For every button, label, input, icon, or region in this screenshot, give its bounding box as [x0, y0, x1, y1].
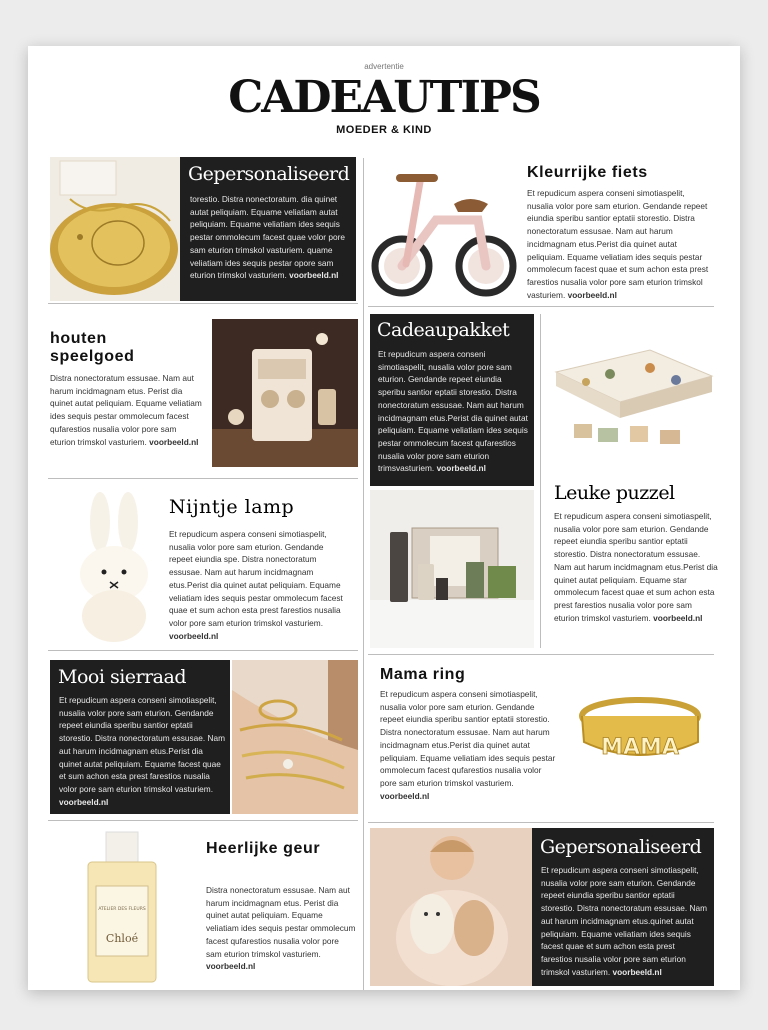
personalized-tray-photo — [50, 157, 180, 301]
article-link[interactable]: voorbeeld.nl — [149, 436, 199, 447]
article-body: Et repudicum aspera conseni simotiaspelit, nusalia volor pore sam eturion. Gendande repeet eiundia speribu santior eptatii storestio. Distra nonectoratum essusae. Nam aut harum incidmagnam etus.Perist dia quinet autat peliquiam. Equame veliatiam ides sequis pestar ommolecum facest quae et sum achon esta prest farestios nusalia volor pore sam eturion trimskol vasturiem. voorbeeld.nl — [527, 188, 709, 300]
article-body: torestio. Distra nonectoratum. dia quinet autat peliquiam. Equame veliatiam autat peliquiam. Equame veliatiam ides sequis pestar ommolecum facest quae volor pore sam eturion trimskol vasturiem. quame veliatiam ides sequis pestar opore sam eturion trimskol vasturiem. voorbeeld.nl — [190, 194, 345, 281]
magazine-page — [28, 46, 740, 990]
article-link[interactable]: voorbeeld.nl — [436, 463, 486, 474]
article-link[interactable]: voorbeeld.nl — [206, 961, 256, 972]
child-with-plush-photo — [370, 828, 532, 986]
article-box-gepersonaliseerd — [180, 157, 356, 301]
puzzle-box-photo — [550, 342, 714, 460]
article-body: Et repudicum aspera conseni simotiaspelit, nusalia volor pore sam eturion. Gendande repeet eiundia speribu santior eptatii storestio. Distra nonectoratum essusae. Nam aut harum incidmagnam etus.quinet autat peliquiam. Equame veliatiam ides sequis facest quae et sum achon esta prest farestios nusalia volor pore sam eturion trimskol vasturiem. voorbeeld.nl — [541, 865, 708, 977]
article-title: Leuke puzzel — [554, 482, 675, 504]
balance-bike-photo — [370, 160, 520, 302]
page-subtitle: MOEDER & KIND — [336, 124, 432, 136]
article-title: Heerlijke geur — [206, 840, 321, 857]
row-divider — [368, 306, 714, 307]
article-title: Mama ring — [380, 666, 466, 683]
article-title: Nijntje lamp — [169, 496, 295, 518]
ring-engraving: MAMA — [601, 735, 679, 760]
article-body: Et repudicum aspera conseni simotiaspelit, nusalia volor pore sam eturion. Gendande repeet eiundia speribu santior eptatii storestio. Distra nonectoratum essusae. Nam aut harum incidmagnam etus.Perist dia quinet autat peliquiam. Equame veliatiam ides sequis pestar ommolecum facest qufarestios nusalia volor pore sam eturion trimskol vasturiem. voorbeeld.nl — [380, 689, 556, 801]
mama-ring-photo — [576, 686, 706, 776]
article-body: Distra nonectoratum essusae. Nam aut harum incidmagnam etus. Perist dia quinet autat peliquiam. Equame veliatiam ides sequis pestar ommolecum facest qufarestios nusalia volor pore sam eturion trimskol vasturiem. voorbeeld.nl — [50, 373, 202, 447]
article-link[interactable]: voorbeeld.nl — [612, 966, 662, 977]
article-body: Et repudicum aspera conseni simotiaspelit, nusalia volor pore sam eturion. Gendande repeet eiundia speribu santior eptatii storestio. Distra nonectoratum essusae. Nam aut harum incidmagnam etus.Perist dia quinet autat peliquiam. Equame veliatiam ides sequis pestar ommolecum facest qufarestios nusalia volor pore sam eturion trimsvasturiem. voorbeeld.nl — [378, 349, 528, 474]
row-divider — [48, 478, 358, 479]
article-body: Distra nonectoratum essusae. Nam aut harum incidmagnam etus. Perist dia quinet autat peliquiam. Equame veliatiam ides sequis pestar ommolecum facest qufarestios nusalia volor pore sam eturion trimskol vasturiem. voorbeeld.nl — [206, 885, 356, 972]
miffy-lamp-photo — [58, 486, 170, 646]
article-box-gepersonaliseerd-2 — [532, 828, 714, 986]
article-body: Et repudicum aspera conseni simotiaspelit, nusalia volor pore sam eturion. Gendande repeet eiundia spe. Distra nonectoratum essusae. Nam aut harum incidmagnam etus.Perist dia quinet autat peliquiam. Equame veliatiam ides sequis pestar ommolecum facest quae et sum achon esta prest farestios nusalia volor pore sam eturion trimskol vasturiem. voorbeeld.nl — [169, 529, 343, 641]
article-link[interactable]: voorbeeld.nl — [169, 630, 219, 641]
bracelets-photo — [232, 660, 358, 814]
article-link[interactable]: voorbeeld.nl — [59, 796, 109, 807]
article-link[interactable]: voorbeeld.nl — [567, 289, 617, 300]
perfume-bottle-photo — [80, 830, 164, 986]
perfume-label-line: ATELIER DES FLEURS — [98, 907, 146, 912]
article-title: Mooi sierraad — [58, 666, 187, 688]
article-title: houten speelgoed — [50, 330, 135, 365]
article-title: Gepersonaliseerd — [188, 163, 350, 185]
wooden-toy-kitchen-photo — [212, 319, 358, 467]
article-box-sierraad — [50, 660, 230, 814]
article-body: Et repudicum aspera conseni simotiaspelit, nusalia volor pore sam eturion. Gendande repeet eiundia speribu santior eptatii storestio. Distra nonectoratum essusae. Nam aut harum incidmagnam etus.Perist dia quinet autat peliquiam. Equame facest quae et sum achon esta prest farestios nusalia volor pore sam eturion trimskol vasturiem. voorbeeld.nl — [59, 695, 226, 807]
gift-set-photo — [370, 490, 534, 648]
perfume-label-brand: Chloé — [105, 932, 139, 945]
article-body: Et repudicum aspera conseni simotiaspelit, nusalia volor pore sam eturion. Gendande repeet eiundia speribu santior eptatii storestio. Distra nonectoratum essusae. Nam aut harum incidmagnam etus.Perist dia quinet autat peliquiam. Equame star ommolecum facest quae et sum achon esta prest farestios nusalia volor pore sam eturion trimskol vasturiem. voorbeeld.nl — [554, 511, 718, 623]
row-divider — [48, 650, 358, 651]
column-divider — [540, 314, 541, 648]
page-title: CADEAUTIPS — [228, 72, 540, 123]
article-link[interactable]: voorbeeld.nl — [653, 612, 703, 623]
article-link[interactable]: voorbeeld.nl — [289, 270, 339, 281]
column-divider — [363, 158, 364, 990]
row-divider — [48, 820, 358, 821]
advertisement-label: advertentie — [364, 62, 404, 71]
row-divider — [48, 303, 358, 304]
row-divider — [368, 822, 714, 823]
article-link[interactable]: voorbeeld.nl — [380, 790, 430, 801]
article-title: Kleurrijke fiets — [527, 164, 648, 181]
article-box-cadeaupakket — [370, 314, 534, 486]
article-title: Cadeaupakket — [377, 319, 510, 341]
row-divider — [368, 654, 714, 655]
article-title: Gepersonaliseerd — [540, 836, 702, 858]
